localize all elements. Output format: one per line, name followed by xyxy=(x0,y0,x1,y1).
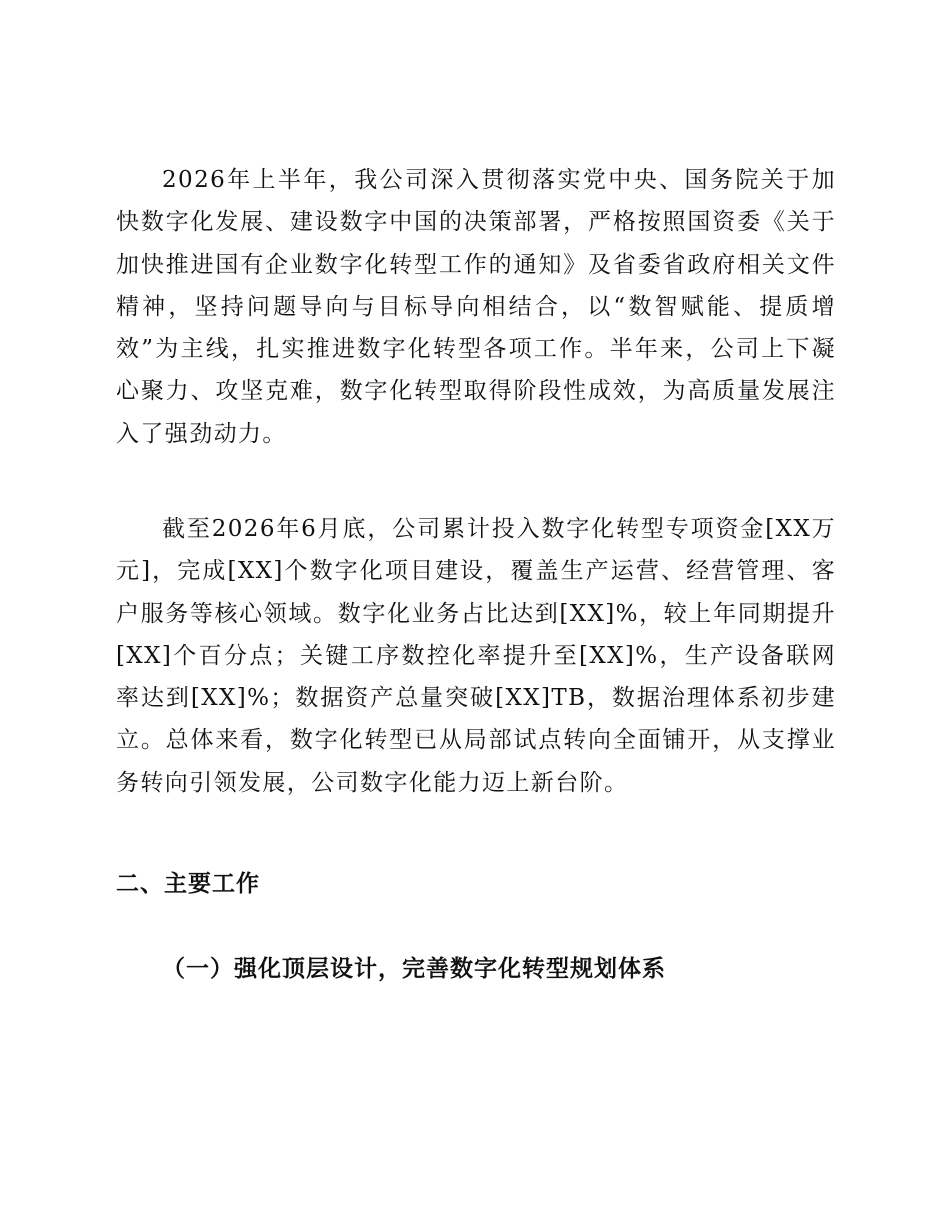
subsection-heading: （一）强化顶层设计，完善数字化转型规划体系 xyxy=(162,956,666,982)
body-paragraph-progress: 截至2026年6月底，公司累计投入数字化转型专项资金[XX万元]，完成[XX]个数字化项目建设，覆盖生产运营、经营管理、客户服务等核心领域。数字化业务占比达到[XX]%，较上年同期提升[XX]个百分点；关键工序数控化率提升至[XX]%，生产设备联网率达到[XX]%；数据资产总量突破[XX]TB，数据治理体系初步建立。总体来看，数字化转型已从局部试点转向全面铺开，从支撑业务转向引领发展，公司数字化能力迈上新台阶。 xyxy=(116,516,836,796)
body-paragraph-overview: 2026年上半年，我公司深入贯彻落实党中央、国务院关于加快数字化发展、建设数字中国的决策部署，严格按照国资委《关于加快推进国有企业数字化转型工作的通知》及省委省政府相关文件精神，坚持问题导向与目标导向相结合，以“数智赋能、提质增效”为主线，扎实推进数字化转型各项工作。半年来，公司上下凝心聚力、攻坚克难，数字化转型取得阶段性成效，为高质量发展注入了强劲动力。 xyxy=(116,167,836,447)
section-heading: 二、主要工作 xyxy=(116,871,260,897)
